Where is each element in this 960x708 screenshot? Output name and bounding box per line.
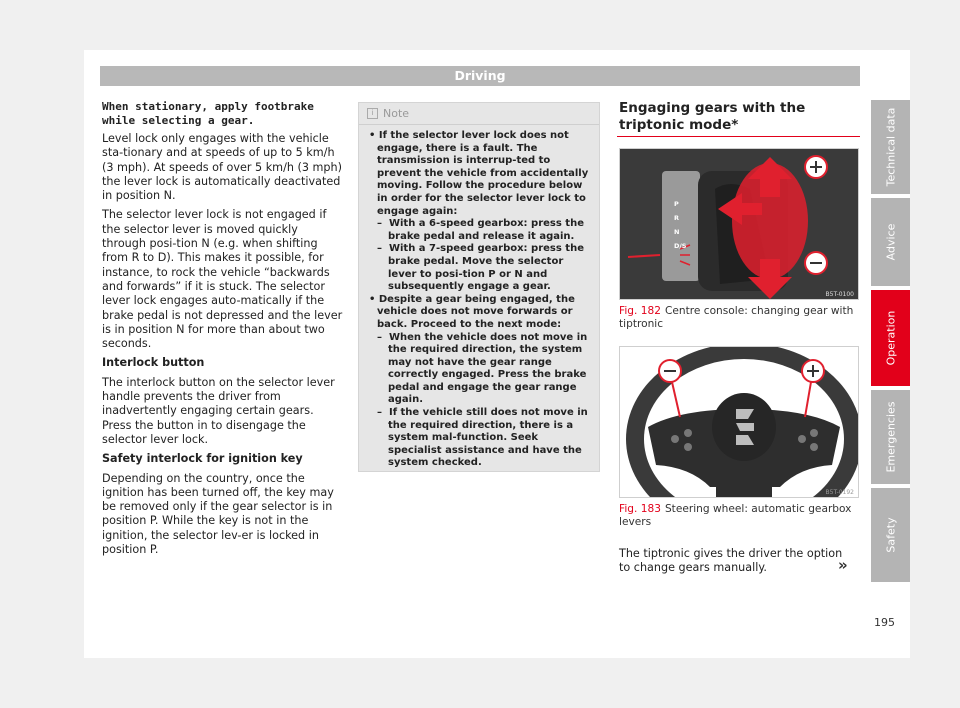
title-rule (617, 136, 860, 137)
note-dash-item: – With a 7-speed gearbox: press the brake pedal. Move the selector lever to posi-tion P or N and subsequently engage a gear. (377, 243, 584, 293)
figure-caption: Fig. 183 Steering wheel: automatic gearbox levers (619, 503, 852, 529)
figure-number: Fig. 183 (619, 503, 661, 515)
figure-gear-selector (619, 148, 859, 300)
warning-text: When stationary, apply footbrake while selecting a gear. (102, 100, 314, 127)
tab-operation[interactable]: Operation (871, 290, 910, 386)
section-title: Engaging gears with the triptonic mode* (619, 100, 806, 133)
figure-caption: Fig. 182 Centre console: changing gear with tiptronic (619, 305, 854, 331)
paragraph: The interlock button on the selector lever handle prevents the driver from inadvertently engaging certain gears. Press the button in to disengage the selector lever lock. (102, 375, 335, 446)
note-dash-item: – When the vehicle does not move in the required direction, the system may not have the gear range correctly engaged. Press the brake pedal and engage the gear range again. (377, 331, 588, 406)
chapter-title: Driving (454, 68, 506, 83)
gear-positions: P R N D/S (674, 200, 687, 250)
figure-number: Fig. 182 (619, 305, 661, 317)
steering-wheel-illustration (620, 347, 859, 498)
gear-selector-illustration (620, 149, 859, 300)
tab-emergencies[interactable]: Emergencies (871, 390, 910, 484)
note-body (359, 125, 599, 470)
paragraph: The selector lever lock is not engaged if the selector lever is moved quickly through posi-tion N (e.g. when shifting from R to D). This makes it possible, for instance, to rock the vehicle “backwards and forwards” if it is stuck. The selector lever lock engages auto-matically if the brake pedal is not depressed and the lever is in position N for more than about two seconds. (102, 208, 343, 351)
note-header (359, 103, 599, 125)
paragraph: Level lock only engages with the vehicle sta-tionary and at speeds of up to 5 km/h (3 mph). At speeds of over 5 km/h (3 mph) the lever lock is automatically deactivated in position N. (102, 132, 342, 203)
note-bullet: • Despite a gear being engaged, the vehicle does not move forwards or back. Proceed to the next mode: (369, 293, 575, 330)
note-dash-item: – With a 6-speed gearbox: press the brake pedal and release it again. (377, 218, 584, 242)
note-box (358, 102, 600, 472)
figure-steering-wheel (619, 346, 859, 498)
page-number: 195 (874, 616, 895, 629)
subheading-safety-interlock: Safety interlock for ignition key (102, 452, 303, 466)
tab-safety[interactable]: Safety (871, 488, 910, 582)
info-icon: i (367, 108, 378, 119)
figure-code: B5T-0192 (825, 489, 854, 496)
figure-code: B5T-0100 (825, 291, 854, 298)
tiptronic-paragraph: The tiptronic gives the driver the option to change gears manually. (619, 547, 843, 575)
note-bullet: • If the selector lever lock does not engage, there is a fault. The transmission is interrup-ted to prevent the vehicle from accidentally moving. Follow the procedure below in order for the selector lever lock to engage again: (369, 130, 589, 217)
note-label: Note (383, 107, 410, 120)
note-dash-item: – If the vehicle still does not move in the required direction, there is a system mal-function. Seek specialist assistance and have the system checked. (377, 407, 588, 469)
left-column (102, 100, 344, 562)
paragraph: Depending on the country, once the ignition has been turned off, the key may be removed only if the gear selector is in position P. While the key is not in the ignition, the selector lev-er is locked in position P. (102, 471, 334, 557)
continue-arrow-icon: » (838, 556, 848, 574)
header-bar (100, 66, 860, 86)
tab-technical-data[interactable]: Technical data (871, 100, 910, 194)
tab-advice[interactable]: Advice (871, 198, 910, 286)
subheading-interlock: Interlock button (102, 356, 205, 370)
